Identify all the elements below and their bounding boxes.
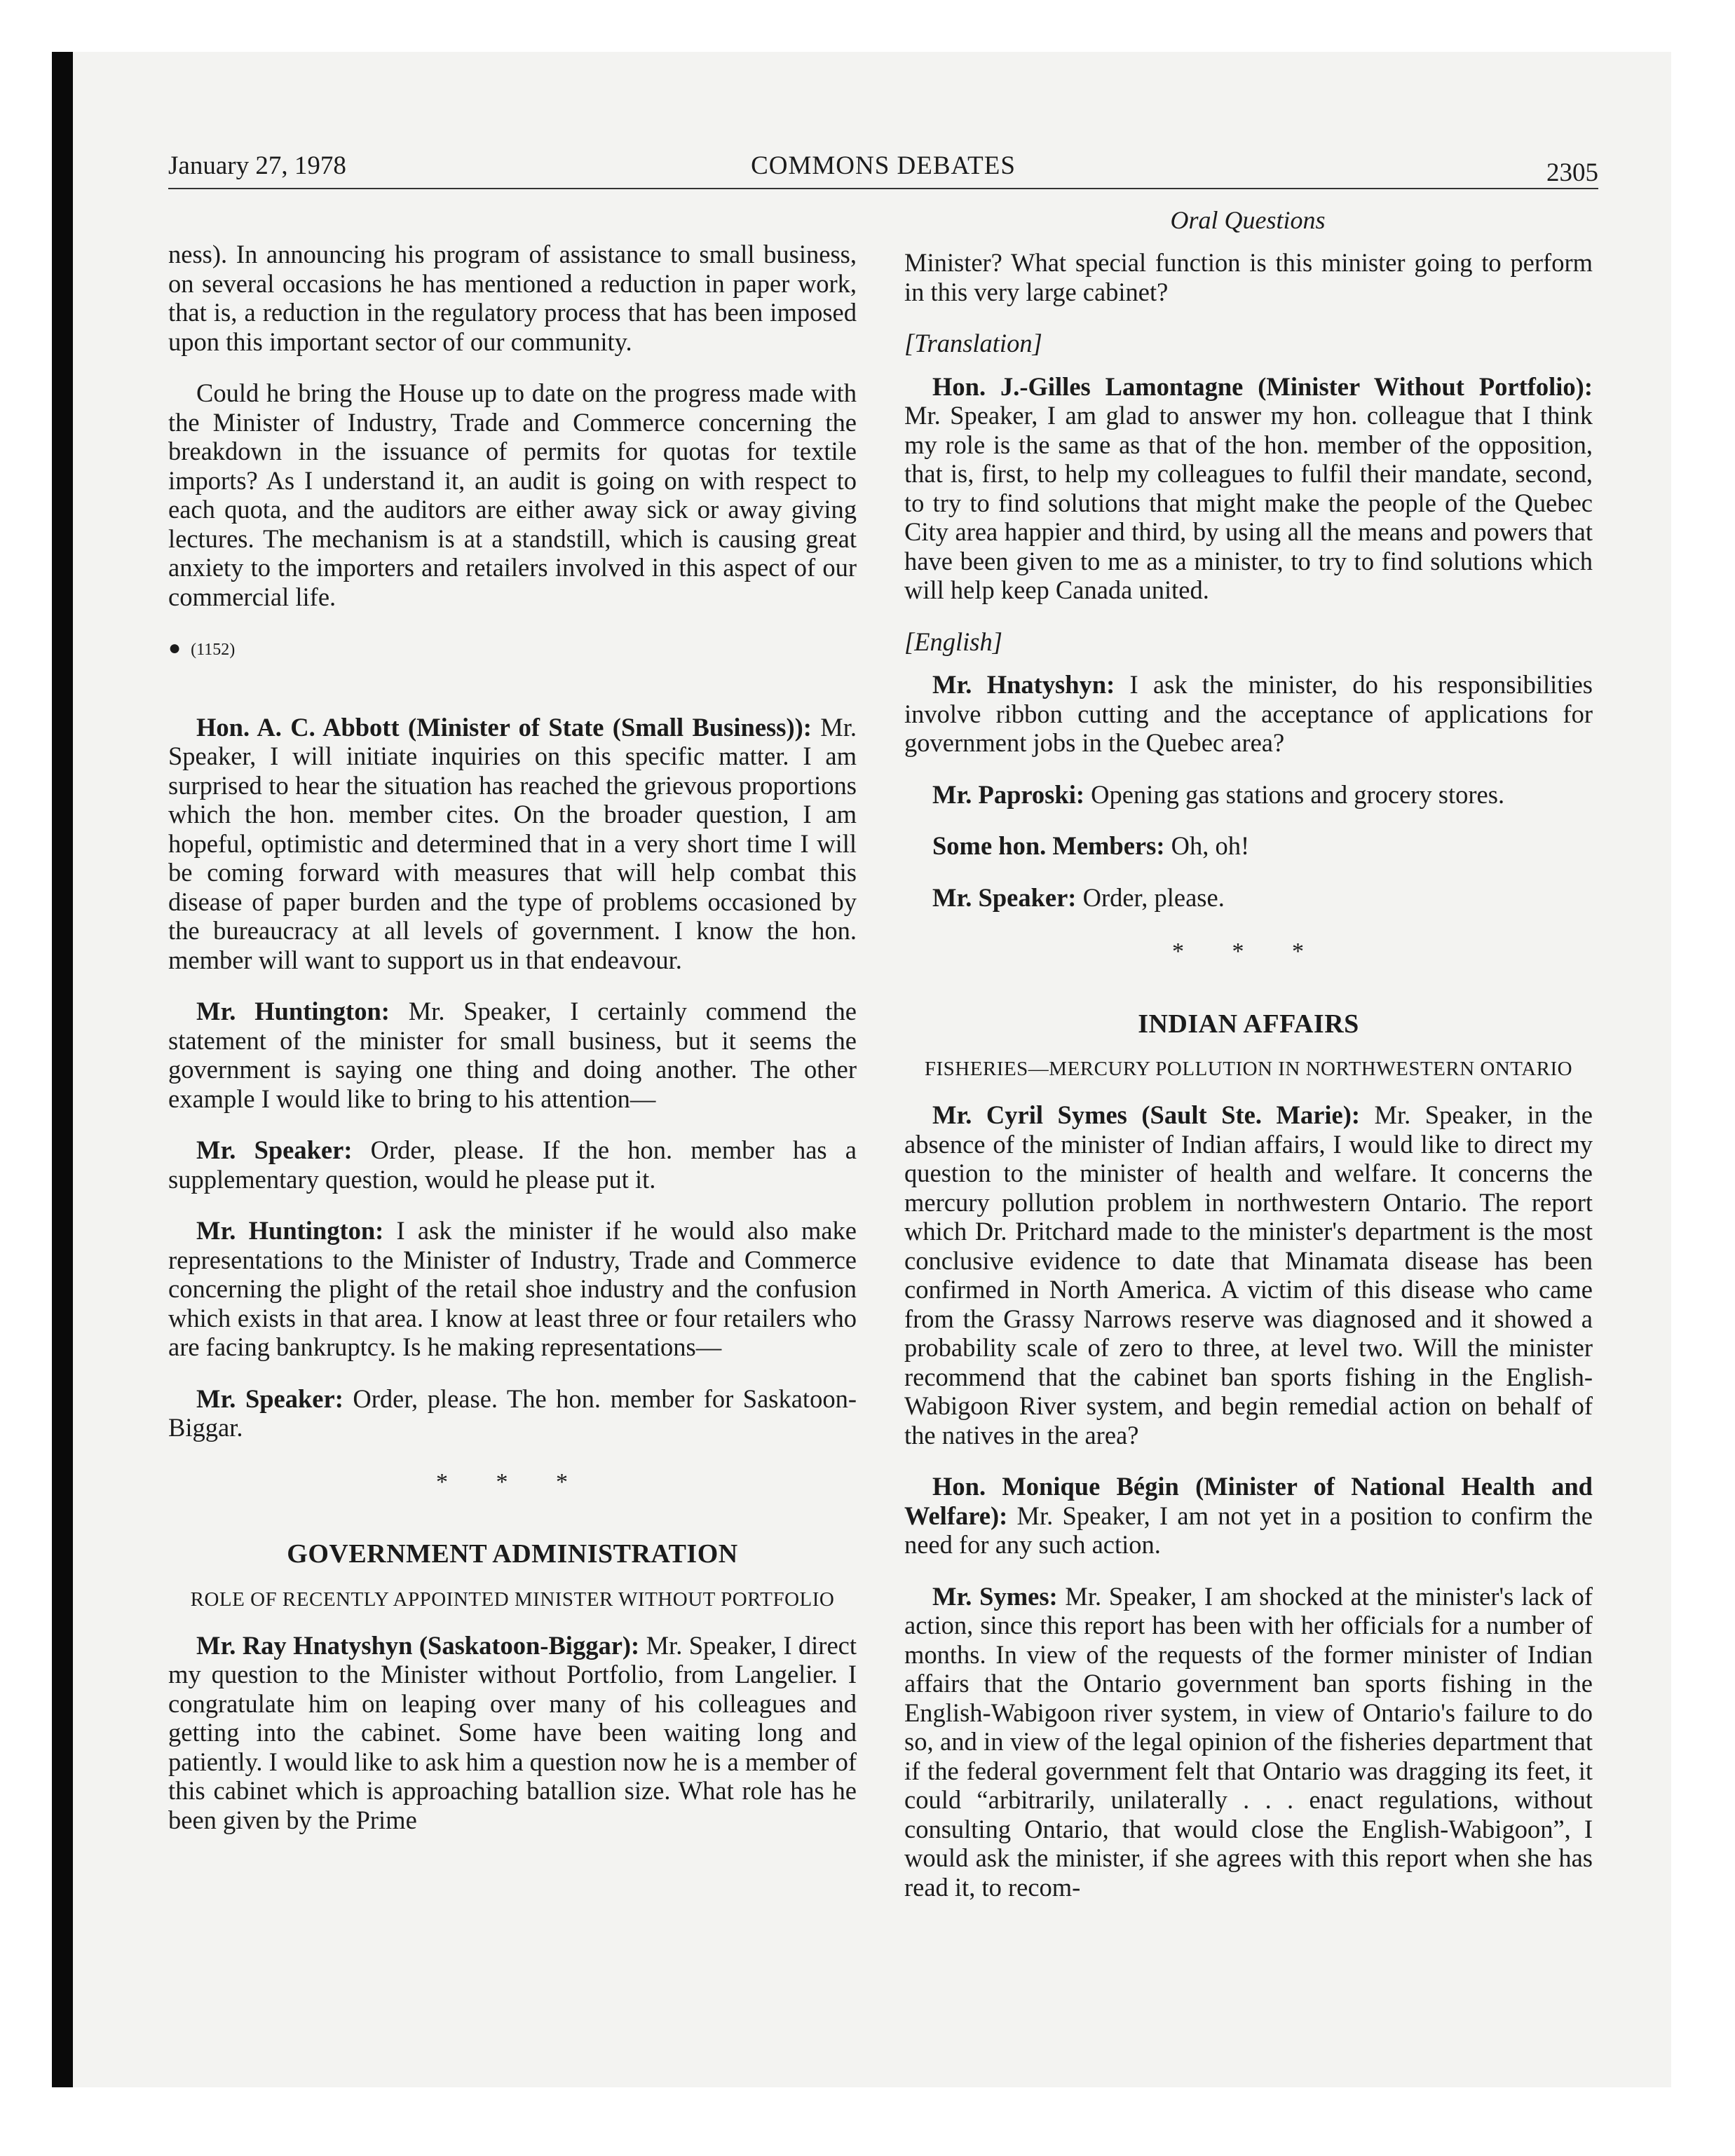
speech [168,713,857,975]
speech-text: Mr. Speaker, I certainly commend the statement of the minister for small business, but it seems the government is saying one thing and doing another. The other example I would like to bring to his attention— [168,997,857,1113]
header-date: January 27, 1978 [168,151,346,180]
paragraph: Could he bring the House up to date on the progress made with the Minister of Industry, Trade and Commerce concerning the breakdown in the issuance of permits for quotas for textile imports? As I understand it, an audit is going on with respect to each quota, and the auditors are either away sick or away giving lectures. The mechanism is at a standstill, which is causing great anxiety to the importers and retailers involved in this aspect of our commercial life. [168,378,857,611]
speech [904,1472,1593,1560]
section-divider: * * * [436,1468,589,1495]
speech [904,1582,1593,1902]
speaker-name: Mr. Huntington: [196,997,390,1025]
header-page-number: 2305 [1546,158,1598,187]
time-mark-text: (1152) [191,641,236,659]
speech-text: Oh, oh! [1164,831,1250,860]
hansard-page [168,147,1598,2040]
time-marker [168,634,857,665]
speech [904,372,1593,605]
speech-text: Mr. Speaker, I am shocked at the minister's lack of action, since this report has been with her officials for a number of months. In view of the requests of the former minister of Indian affairs that the Ontario government ban sports fishing in the English-Wabigoon river system, in view of Ontario's failure to do so, and in view of the legal opinion of the fisheries department that if the federal government felt that Ontario was dragging its feet, it could “arbitrarily, unilaterally . . . enact regulations, without consulting Ontario, that would close the English-Wabigoon”, I would ask the minister, if she agrees with this report when she has read it, to recom- [904,1581,1593,1902]
speaker-name: Mr. Speaker: [196,1135,353,1164]
header-title: COMMONS DEBATES [751,151,1016,180]
page-header [168,147,1598,189]
section-mark: Oral Questions [1170,206,1326,234]
speech [904,831,1593,861]
speech-text: Order, please. [1076,882,1225,912]
right-column [904,248,1593,1924]
speech [168,1216,857,1362]
speaker-name: Mr. Hnatyshyn: [932,670,1115,699]
speech-text: I ask the minister if he would also make representations to the Minister of Industry, Trade and Commerce concerning the plight of the retail shoe industry and the confusion which exists in that area. I know at least three or four retailers who are facing bankruptcy. Is he making representations— [168,1216,857,1361]
left-column [168,240,857,1857]
bullet-icon: ● [168,636,182,660]
speaker-name: Some hon. Members: [932,831,1165,860]
speech-text: Order, please. The hon. member for Saskatoon-Biggar. [168,1384,857,1442]
speaker-name: Hon. A. C. Abbott (Minister of State (Small Business)): [196,712,812,742]
binding-edge [52,52,73,2087]
speech [168,1384,857,1442]
speaker-name: Mr. Symes: [932,1581,1058,1611]
section-divider: * * * [1172,939,1325,964]
speaker-name: Hon. Monique Bégin (Minister of National Health and Welfare): [904,1472,1593,1530]
section-heading: GOVERNMENT ADMINISTRATION [287,1539,738,1569]
speaker-name: Mr. Ray Hnatyshyn (Saskatoon-Biggar): [196,1630,640,1660]
section-subheading: FISHERIES—MERCURY POLLUTION IN NORTHWESTERN ONTARIO [924,1058,1573,1080]
speech-text: Order, please. If the hon. member has a supplementary question, would he please put it. [168,1135,857,1194]
speaker-name: Mr. Paproski: [932,779,1084,809]
section-heading: INDIAN AFFAIRS [1138,1009,1359,1039]
language-marker: [English] [904,627,1002,656]
speech-text: Mr. Speaker, I direct my question to the Minister without Portfolio, from Langelier. I congratulate him on leaping over many of his colleagues and getting into the cabinet. Some have been waiting long and patiently. I would like to ask him a question now he is a member of this cabinet which is approaching batallion size. What role has he been given by the Prime [168,1630,857,1834]
speaker-name: Hon. J.-Gilles Lamontagne (Minister Without Portfolio): [932,371,1593,401]
language-marker: [Translation] [904,329,1042,357]
paragraph: ness). In announcing his program of assistance to small business, on several occasions he has mentioned a reduction in paper work, that is, a reduction in the regulatory process that has been imposed upon this important sector of our community. [168,240,857,356]
speaker-name: Mr. Cyril Symes (Sault Ste. Marie): [932,1100,1361,1129]
speaker-name: Mr. Speaker: [932,882,1077,912]
speech-text: Mr. Speaker, I am glad to answer my hon. colleague that I think my role is the same as that of the hon. member of the opposition, that is, first, to help my colleagues to fulfil their mandate, second, to try to find solutions that might make the people of the Quebec City area happier and third, by using all the means and powers that have been given to me as a minister, to try to find solutions which will help keep Canada united. [904,401,1593,604]
speech-text: Mr. Speaker, I am not yet in a position to confirm the need for any such action. [904,1501,1593,1559]
speaker-name: Mr. Huntington: [196,1216,384,1245]
speech [168,1135,857,1194]
speech-text: Mr. Speaker, I will initiate inquiries on this specific matter. I am surprised to hear the situation has reached the grievous proportions which the hon. member cites. On the broader question, I am hopeful, optimistic and determined that in a very short time I will be coming forward with measures that will help combat this disease of paper burden and the type of problems occasioned by the bureaucracy at all levels of government. I know the hon. member will want to support us in that endeavour. [168,712,857,974]
speech [904,780,1593,810]
speech [904,670,1593,758]
speaker-name: Mr. Speaker: [196,1384,343,1413]
speech [168,997,857,1113]
speech [904,1100,1593,1449]
section-subheading: ROLE OF RECENTLY APPOINTED MINISTER WITHOUT PORTFOLIO [190,1588,835,1611]
speech [904,883,1593,913]
speech-text: I ask the minister, do his responsibilities involve ribbon cutting and the acceptance of applications for government jobs in the Quebec area? [904,670,1593,757]
speech-text: Opening gas stations and grocery stores. [1084,779,1505,809]
paragraph: Minister? What special function is this minister going to perform in this very large cabinet? [904,248,1593,306]
speech [168,1631,857,1835]
speech-text: Mr. Speaker, in the absence of the minister of Indian affairs, I would like to direct my question to the minister of health and welfare. It concerns the mercury pollution problem in northwestern Ontario. The report which Dr. Pritchard made to the minister's department is the most conclusive evidence to date that Minamata disease has been confirmed in North America. A victim of this disease who came from the Grassy Narrows reserve was diagnosed and it showed a probability scale of zero to three, at level two. Will the minister recommend that the cabinet ban sports fishing in the English-Wabigoon River system, and begin remedial action on behalf of the natives in the area? [904,1100,1593,1449]
